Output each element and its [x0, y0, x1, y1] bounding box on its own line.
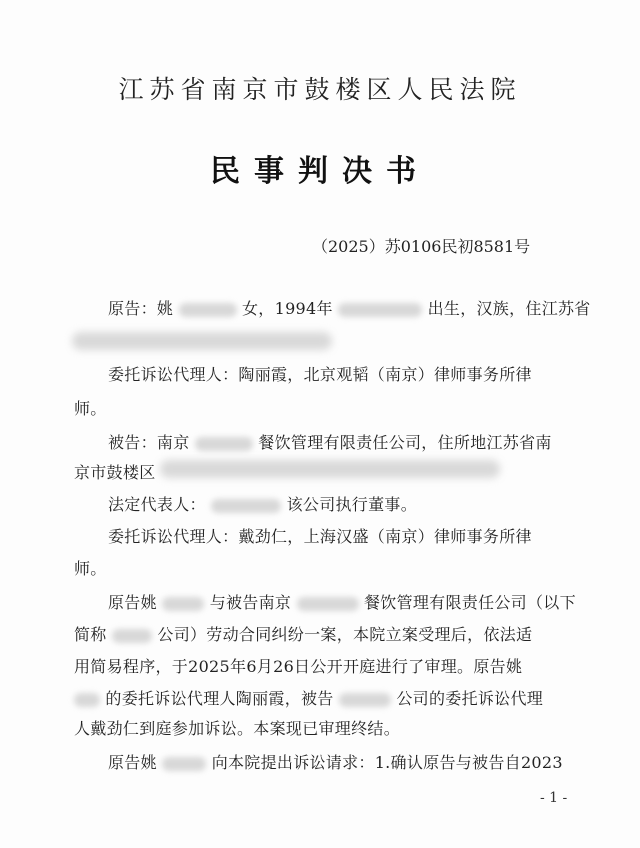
redaction: [195, 437, 253, 451]
summary-text: 简称: [74, 625, 107, 644]
legal-rep-title: 该公司执行董事。: [286, 495, 417, 514]
redaction: [162, 597, 204, 611]
claims-text: 向本院提出诉讼请求：1.确认原告与被告自2023: [211, 753, 563, 772]
summary-text: 与被告南京: [209, 593, 292, 612]
summary-text: 的委托诉讼代理人陶丽霞，被告: [105, 689, 334, 708]
court-name: 江苏省南京市鼓楼区人民法院: [118, 75, 522, 104]
summary-text: 公司的委托诉讼代理: [396, 689, 544, 708]
redacted-defendant-address: [160, 460, 500, 478]
redaction: [74, 693, 100, 707]
defendant-label: 被告：南京: [108, 433, 190, 452]
legal-rep-label: 法定代表人：: [108, 495, 206, 514]
summary-text: 公司）劳动合同纠纷一案，本院立案受理后，依法适: [157, 625, 533, 644]
plaintiff-agent-line: 委托诉讼代理人：陶丽霞，北京观韬（南京）律师事务所律: [108, 365, 532, 384]
case-number: （2025）苏0106民初8581号: [312, 237, 531, 256]
redaction: [297, 597, 359, 611]
defendant-agent-line: 委托诉讼代理人：戴劲仁，上海汉盛（南京）律师事务所律: [108, 527, 532, 546]
plaintiff-line: [108, 296, 591, 319]
plaintiff-label: 原告：姚: [108, 299, 174, 318]
claims-line: [108, 750, 563, 773]
redacted-address: [72, 332, 332, 350]
page-number: - 1 -: [540, 790, 568, 806]
redaction: [112, 629, 152, 643]
redaction: [338, 303, 422, 317]
redaction: [162, 757, 206, 771]
legal-representative-line: [108, 492, 417, 515]
summary-line-1: [108, 590, 576, 613]
redaction: [179, 303, 237, 317]
claims-text: 原告姚: [108, 753, 157, 772]
redaction: [339, 693, 391, 707]
defendant-agent-line-cont: 师。: [74, 559, 107, 578]
defendant-address-line: [74, 460, 156, 483]
defendant-line: [108, 430, 552, 453]
summary-line-2: [74, 622, 532, 645]
document-title: 民事判决书: [210, 154, 430, 189]
redaction: [211, 499, 281, 513]
defendant-address-district: 京市鼓楼区: [74, 463, 156, 482]
plaintiff-gender-birth: 女，1994年: [241, 299, 333, 318]
summary-text: 餐饮管理有限责任公司（以下: [363, 593, 576, 612]
plaintiff-ethnicity-address: 出生，汉族，住江苏省: [427, 299, 591, 318]
summary-text: 原告姚: [108, 593, 157, 612]
defendant-name-address: 餐饮管理有限责任公司，住所地江苏省南: [258, 433, 552, 452]
summary-line-3: 用简易程序，于2025年6月26日公开开庭进行了审理。原告姚: [74, 657, 523, 676]
summary-line-4: [74, 686, 543, 709]
plaintiff-agent-line-cont: 师。: [74, 399, 107, 418]
summary-line-5: 人戴劲仁到庭参加诉讼。本案现已审理终结。: [74, 719, 401, 738]
